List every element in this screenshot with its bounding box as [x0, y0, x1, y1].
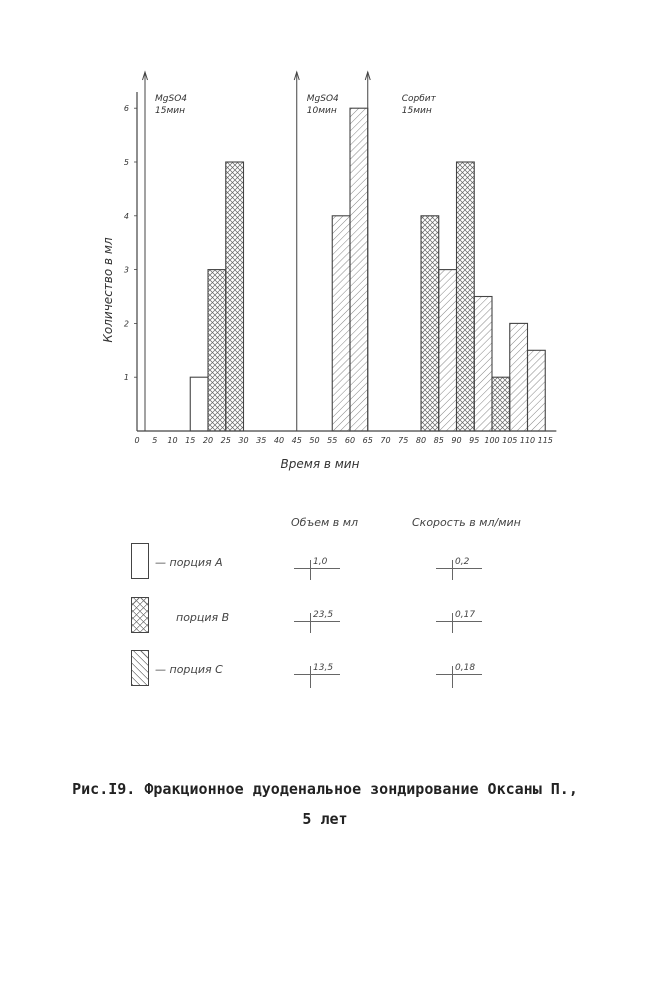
speed-underline [436, 621, 482, 622]
y-tick-label: 6 [123, 104, 129, 114]
legend-label-portion-b: порция В [176, 611, 230, 624]
speed-value-portion-c: 0,18 [455, 663, 476, 673]
x-tick-label: 85 [433, 436, 444, 445]
y-tick-label: 2 [123, 319, 129, 329]
bar-portion-c [350, 108, 368, 431]
x-tick-label: 5 [152, 436, 158, 445]
x-tick-label: 60 [344, 436, 356, 445]
x-tick-label: 55 [327, 436, 338, 445]
volume-underline [294, 568, 340, 569]
bar-portion-c [439, 270, 457, 431]
x-tick-label: 65 [362, 436, 373, 445]
x-tick-label: 90 [451, 436, 462, 445]
x-tick-label: 10 [167, 436, 178, 445]
speed-tick [452, 666, 453, 688]
volume-tick [310, 560, 311, 580]
bar-portion-b [421, 216, 439, 431]
x-tick-label: 50 [309, 436, 320, 445]
legend-label-portion-c: — порция С [155, 663, 223, 676]
legend-swatch-portion-a [131, 543, 149, 579]
x-tick-label: 70 [380, 436, 391, 445]
speed-tick [452, 613, 453, 633]
speed-value-portion-b: 0,17 [455, 610, 476, 620]
bar-portion-b [457, 162, 475, 431]
y-tick-label: 1 [123, 373, 129, 383]
x-tick-label: 35 [256, 436, 267, 445]
x-tick-label: 95 [469, 436, 480, 445]
y-tick-label: 4 [123, 211, 129, 221]
x-tick-label: 115 [537, 436, 553, 445]
bar-portion-c [528, 350, 546, 431]
marker-label: MgSO4 [155, 94, 188, 104]
figure-caption-line-2: 5 лет [302, 810, 348, 828]
volume-underline [294, 674, 340, 675]
x-tick-label: 30 [238, 436, 249, 445]
marker-label: Сорбит [401, 94, 436, 104]
legend-swatch-portion-c [131, 650, 149, 686]
x-tick-label: 25 [220, 436, 231, 445]
x-tick-label: 100 [484, 436, 500, 445]
x-tick-label: 0 [134, 436, 140, 445]
volume-value-portion-b: 23,5 [313, 610, 334, 620]
x-axis-label: Время в мин [280, 457, 360, 471]
legend-col-volume-header: Объем в мл [291, 516, 359, 529]
x-tick-label: 105 [502, 436, 518, 445]
bar-portion-b [208, 270, 226, 431]
marker-label: MgSO4 [306, 94, 339, 104]
x-tick-label: 75 [398, 436, 409, 445]
volume-value-portion-a: 1,0 [313, 557, 328, 567]
y-axis-label: Количество в мл [101, 237, 115, 343]
x-tick-label: 15 [185, 436, 196, 445]
speed-underline [436, 674, 482, 675]
legend-col-speed-header: Скорость в мл/мин [412, 516, 521, 529]
bar-portion-b [226, 162, 244, 431]
bar-portion-b [492, 377, 510, 431]
x-tick-label: 45 [291, 436, 302, 445]
y-tick-label: 5 [123, 158, 129, 167]
legend-label-portion-a: — порция А [155, 556, 223, 569]
legend-swatch-portion-b [131, 597, 149, 633]
volume-tick [310, 666, 311, 688]
volume-tick [310, 613, 311, 633]
volume-underline [294, 621, 340, 622]
x-tick-label: 110 [519, 436, 536, 445]
figure-caption-line-1: Рис.I9. Фракционное дуоденальное зондирование Оксаны П., [72, 780, 578, 798]
marker-sublabel: 10мин [306, 106, 337, 116]
bar-portion-c [332, 216, 350, 431]
histogram-chart [0, 0, 650, 480]
volume-value-portion-c: 13,5 [313, 663, 334, 673]
x-tick-label: 80 [415, 436, 427, 445]
x-tick-label: 20 [202, 436, 214, 445]
x-tick-label: 40 [273, 436, 285, 445]
marker-sublabel: 15мин [155, 106, 185, 116]
bar-portion-a [190, 377, 208, 431]
marker-sublabel: 15мин [401, 106, 432, 116]
speed-underline [436, 568, 482, 569]
speed-value-portion-a: 0,2 [455, 557, 470, 567]
speed-tick [452, 560, 453, 580]
bar-portion-c [474, 297, 492, 432]
y-tick-label: 3 [123, 265, 129, 275]
bar-portion-c [510, 323, 528, 431]
